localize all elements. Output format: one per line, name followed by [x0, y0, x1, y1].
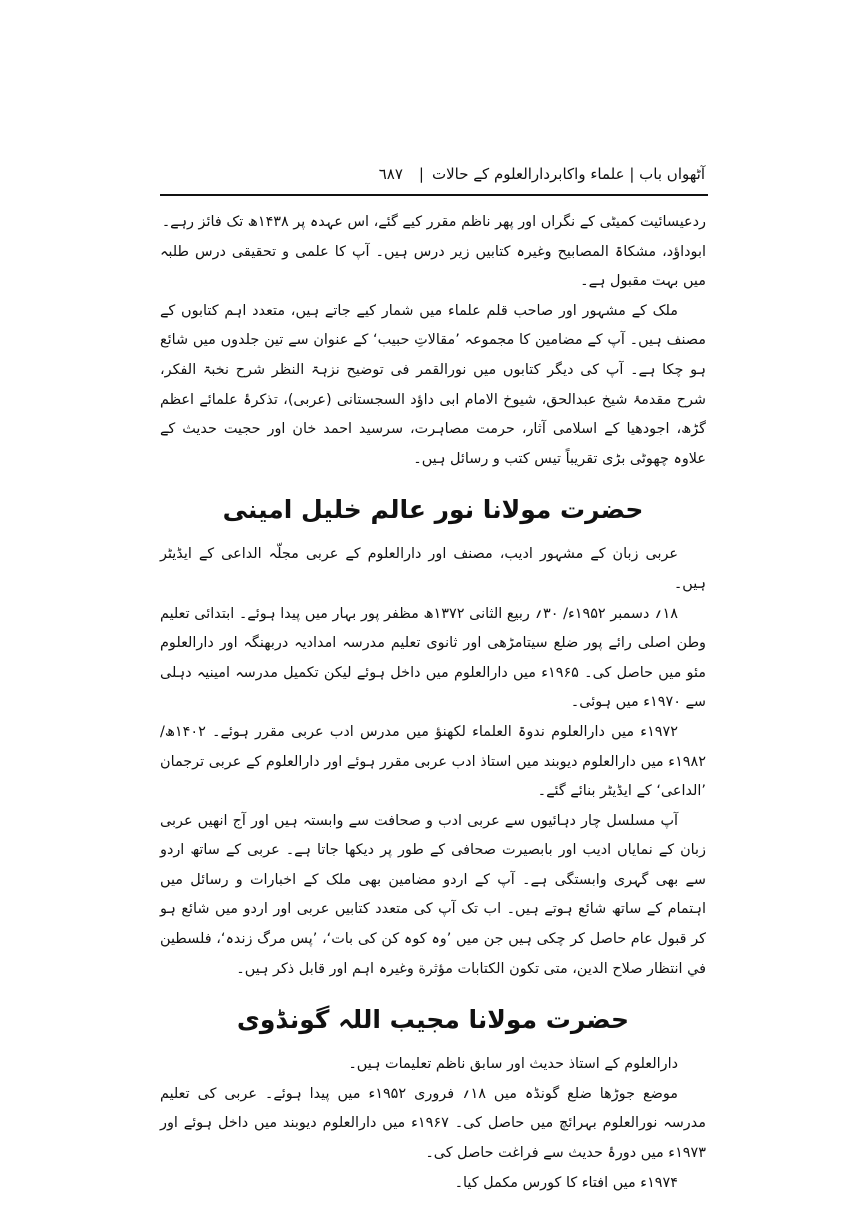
- paragraph: عربی زبان کے مشہور ادیب، مصنف اور دارالعلوم کے عربی مجلّہ الداعی کے ایڈیٹر ہیں۔: [160, 546, 706, 592]
- header-title: آٹھواں باب | علماء واکابردارالعلوم کے حالات: [431, 165, 705, 183]
- header-separator: |: [418, 165, 424, 183]
- section-heading: حضرت مولانا نور عالم خلیل امینی: [222, 495, 644, 525]
- section-heading: حضرت مولانا مجیب اللہ گونڈوی: [236, 1005, 630, 1035]
- running-header: [160, 158, 705, 190]
- paragraph: ۱۹۷۴ء میں افتاء کا کورس مکمل کیا۔: [454, 1174, 678, 1191]
- paragraph: ملک کے مشہور اور صاحب قلم علماء میں شمار کیے جاتے ہیں، متعدد اہم کتابوں کے مصنف ہیں۔ آپ کے مضامین کا مجموعہ ’مقالاتِ حبیب‘ کے عنوان سے تین جلدوں میں شائع ہو چکا ہے۔ آپ کی دیگر کتابوں میں نورالقمر فی توضیح نزہۃ النظر شرح نخبۃ الفکر، شرح مقدمۂ شیخ عبدالحق، شیوخ الامام ابی داؤد السجستانی (عربی)، تذکرۂ علمائے اعظم گڑھ، اجودھیا کے اسلامی آثار، حرمت مصاہرت، سرسید احمد خان اور حجیت حدیث کے علاوہ چھوٹی بڑی تقریباً تیس کتب و رسائل ہیں۔: [160, 302, 706, 467]
- paragraph: دارالعلوم کے استاذ حدیث اور سابق ناظم تعلیمات ہیں۔: [348, 1056, 678, 1073]
- paragraph: ابوداؤد، مشکاۃ المصابیح وغیرہ کتابیں زیر درس ہیں۔ آپ کا علمی و تحقیقی درس طلبہ میں بہت مقبول ہے۔: [160, 243, 706, 290]
- paragraph: موضع جوڑھا ضلع گونڈہ میں ۱۸؍ فروری ۱۹۵۲ء میں پیدا ہوئے۔ عربی کی تعلیم مدرسہ نورالعلوم بہرائچ میں حاصل کی۔ ۱۹۶۷ء میں دارالعلوم دیوبند میں داخل ہوئے اور ۱۹۷۳ء میں دورۂ حدیث سے فراغت حاصل کی۔: [160, 1085, 706, 1162]
- paragraph: ۱۹۷۲ء میں دارالعلوم ندوۃ العلماء لکھنؤ میں مدرس ادب عربی مقرر ہوئے۔ ۱۴۰۲ھ/۱۹۸۲ء میں دارالعلوم دیوبند میں استاذ ادب عربی مقرر ہوئے اور دارالعلوم کے عربی ترجمان ’الداعی‘ کے ایڈیٹر بنائے گئے۔: [160, 723, 706, 800]
- paragraph: آپ مسلسل چار دہائیوں سے عربی ادب و صحافت سے وابستہ ہیں اور آج انھیں عربی زبان کے نمایاں ادیب اور بابصیرت صحافی کے طور پر دیکھا جاتا ہے۔ عربی کے ساتھ اردو سے بھی گہری وابستگی ہے۔ آپ کے اردو مضامین بھی ملک کے اخبارات و رسائل میں اہتمام کے ساتھ شائع ہوتے ہیں۔ اب تک آپ کی متعدد کتابیں عربی اور اردو میں شائع ہو کر قبول عام حاصل کر چکی ہیں جن میں ’وہ کوہ کن کی بات‘، ’پس مرگ زندہ‘، فلسطين في انتظار صلاح الدين، متى تكون الكتابات مؤثرة وغیرہ اہم اور قابل ذکر ہیں۔: [160, 812, 706, 977]
- paragraph: ۱۸؍ دسمبر ۱۹۵۲ء/ ۳۰؍ ربیع الثانی ۱۳۷۲ھ مظفر پور بہار میں پیدا ہوئے۔ ابتدائی تعلیم وطن اصلی رائے پور ضلع سیتامڑھی اور ثانوی تعلیم مدرسہ امدادیہ دربھنگہ اور دارالعلوم مئو میں حاصل کی۔ ۱۹۶۵ء میں دارالعلوم میں داخل ہوئے لیکن تکمیل مدرسہ امینیہ دہلی سے ۱۹۷۰ء میں ہوئی۔: [160, 605, 706, 711]
- header-rule: [160, 194, 708, 196]
- page-body: [160, 208, 706, 1198]
- page-number: ٦٨٧: [378, 165, 403, 183]
- paragraph: ردعیسائیت کمیٹی کے نگراں اور پھر ناظم مقرر کیے گئے، اس عہدہ پر ۱۴۳۸ھ تک فائز رہے۔: [161, 214, 706, 230]
